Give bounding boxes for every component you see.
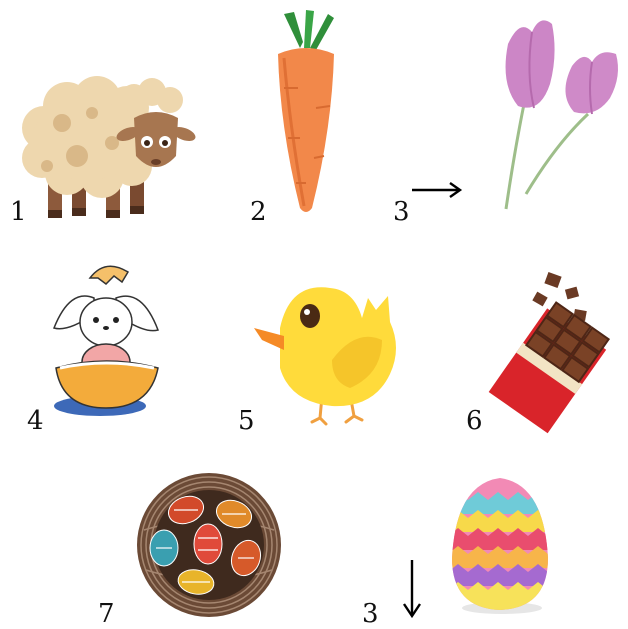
chick-icon (250, 278, 410, 428)
item-number: 3 (393, 197, 410, 227)
easter-egg-picture (448, 474, 552, 614)
bunny-picture (50, 258, 170, 422)
easter-egg-icon (448, 474, 552, 614)
carrot-picture (270, 8, 342, 214)
item-number: 7 (98, 599, 115, 629)
carrot-icon (270, 8, 342, 214)
bunny-in-eggshell-icon (50, 258, 170, 422)
tulips-icon (496, 14, 626, 214)
chocolate-picture (490, 270, 606, 430)
chocolate-bar-icon (490, 270, 606, 430)
sheep-icon (22, 78, 194, 223)
item-number: 2 (250, 197, 267, 227)
item-number: 3 (362, 599, 379, 629)
tulips-picture (496, 14, 626, 214)
arrow-right-icon (410, 180, 464, 200)
item-number: 6 (466, 406, 483, 436)
chick-picture (250, 278, 410, 428)
nest-with-eggs-icon (134, 470, 284, 620)
item-number: 4 (27, 406, 44, 436)
item-number: 5 (238, 406, 255, 436)
arrow-down-icon (400, 558, 424, 620)
sheep-picture (22, 78, 194, 223)
item-number: 1 (10, 197, 27, 227)
nest-picture (134, 470, 284, 620)
